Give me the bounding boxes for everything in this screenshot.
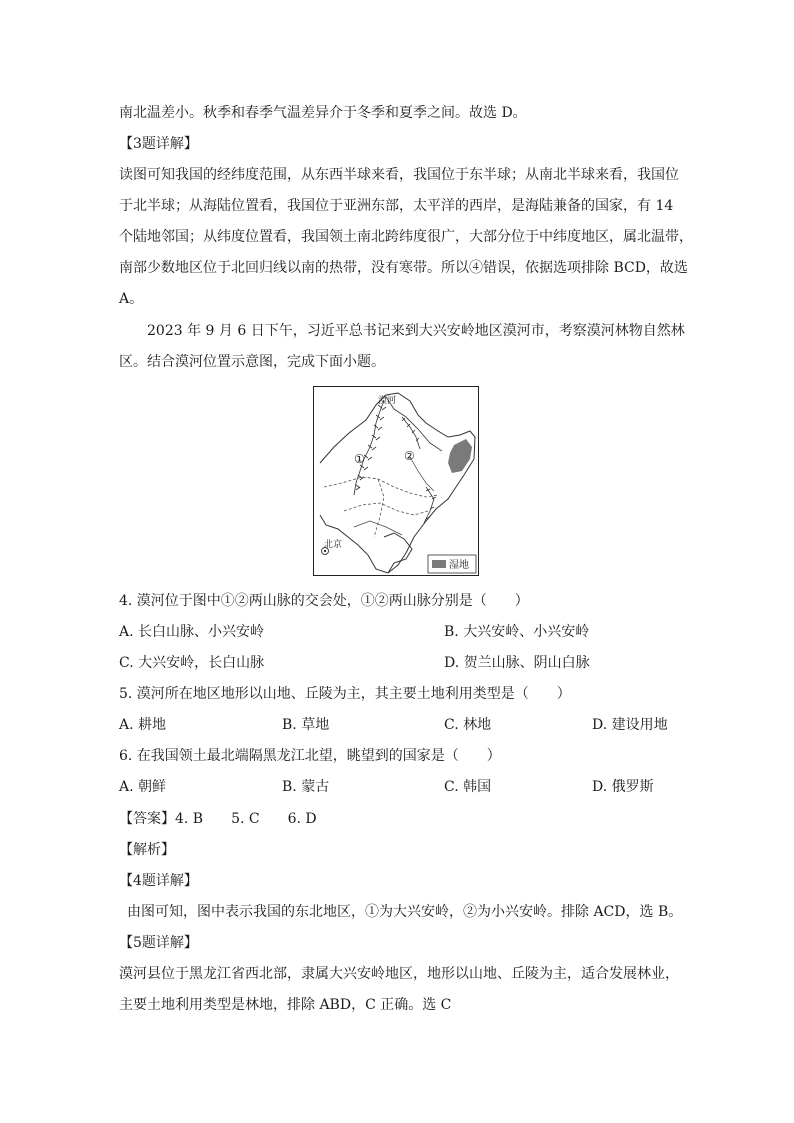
label-mohe: 漠河 xyxy=(378,396,397,406)
text-line: 南北温差小。秋季和春季气温差异介于冬季和夏季之间。故选 D。 xyxy=(119,105,527,121)
mohe-location-map xyxy=(313,386,479,576)
text-line: 个陆地邻国；从纬度位置看，我国领土南北跨纬度很广，大部分位于中纬度地区，属北温带， xyxy=(119,229,693,245)
question-5-stem: 5. 漠河所在地区地形以山地、丘陵为主，其主要土地利用类型是（ ） xyxy=(119,686,571,702)
question-5-option-b: B. 草地 xyxy=(282,717,330,733)
text-line: A。 xyxy=(119,291,144,307)
section-heading-q4: 【4题详解】 xyxy=(119,873,198,889)
question-4-option-a: A. 长白山脉、小兴安岭 xyxy=(119,624,265,640)
label-range-1: ① xyxy=(354,452,365,466)
question-4-option-d: D. 贺兰山脉、阴山白脉 xyxy=(444,655,590,671)
border-outline xyxy=(320,393,475,573)
map-drawing xyxy=(314,387,477,574)
question-4-option-c: C. 大兴安岭，长白山脉 xyxy=(119,655,265,671)
question-6-stem: 6. 在我国领土最北端隔黑龙江北望，眺望到的国家是（ ） xyxy=(119,748,501,764)
analysis-label: 【解析】 xyxy=(119,842,175,858)
text-line: 南部少数地区位于北回归线以南的热带，没有寒带。所以④错误，依据选项排除 BCD，故选 xyxy=(119,260,688,276)
question-5-option-c: C. 林地 xyxy=(444,717,492,733)
legend-label: 湿地 xyxy=(449,560,469,571)
question-4-option-b: B. 大兴安岭、小兴安岭 xyxy=(444,624,590,640)
section-heading-q3: 【3题详解】 xyxy=(119,136,198,152)
q4-detail: 由图可知，图中表示我国的东北地区，①为大兴安岭，②为小兴安岭。排除 ACD，选 B。 xyxy=(127,904,683,920)
section-heading-q5: 【5题详解】 xyxy=(119,935,198,951)
mountain-range-1 xyxy=(354,401,386,495)
question-6-option-b: B. 蒙古 xyxy=(282,779,330,795)
question-6-option-a: A. 朝鲜 xyxy=(119,779,167,795)
intro-line: 区。结合漠河位置示意图，完成下面小题。 xyxy=(119,354,385,370)
question-4-stem: 4. 漠河位于图中①②两山脉的交会处，①②两山脉分别是（ ） xyxy=(119,593,529,609)
question-6-option-c: C. 韩国 xyxy=(444,779,492,795)
question-5-option-a: A. 耕地 xyxy=(119,717,167,733)
question-6-option-d: D. 俄罗斯 xyxy=(592,779,654,795)
answer-line: 【答案】4. B 5. C 6. D xyxy=(119,811,317,827)
q5-detail-line: 漠河县位于黑龙江省西北部，隶属大兴安岭地区，地形以山地、丘陵为主，适合发展林业， xyxy=(119,966,679,982)
q5-detail-line: 主要土地利用类型是林地，排除 ABD，C 正确。选 C xyxy=(119,997,452,1013)
legend-swatch xyxy=(432,560,446,568)
intro-line: 2023 年 9 月 6 日下午，习近平总书记来到大兴安岭地区漠河市，考察漠河林物自然林 xyxy=(147,323,685,339)
label-beijing: 北京 xyxy=(324,540,343,550)
label-range-2: ② xyxy=(404,449,415,463)
text-line: 读图可知我国的经纬度范围，从东西半球来看，我国位于东半球；从南北半球来看，我国位 xyxy=(119,167,679,183)
text-line: 于北半球；从海陆位置看，我国位于亚洲东部，太平洋的西岸，是海陆兼备的国家，有 14 xyxy=(119,198,674,214)
question-5-option-d: D. 建设用地 xyxy=(592,717,668,733)
